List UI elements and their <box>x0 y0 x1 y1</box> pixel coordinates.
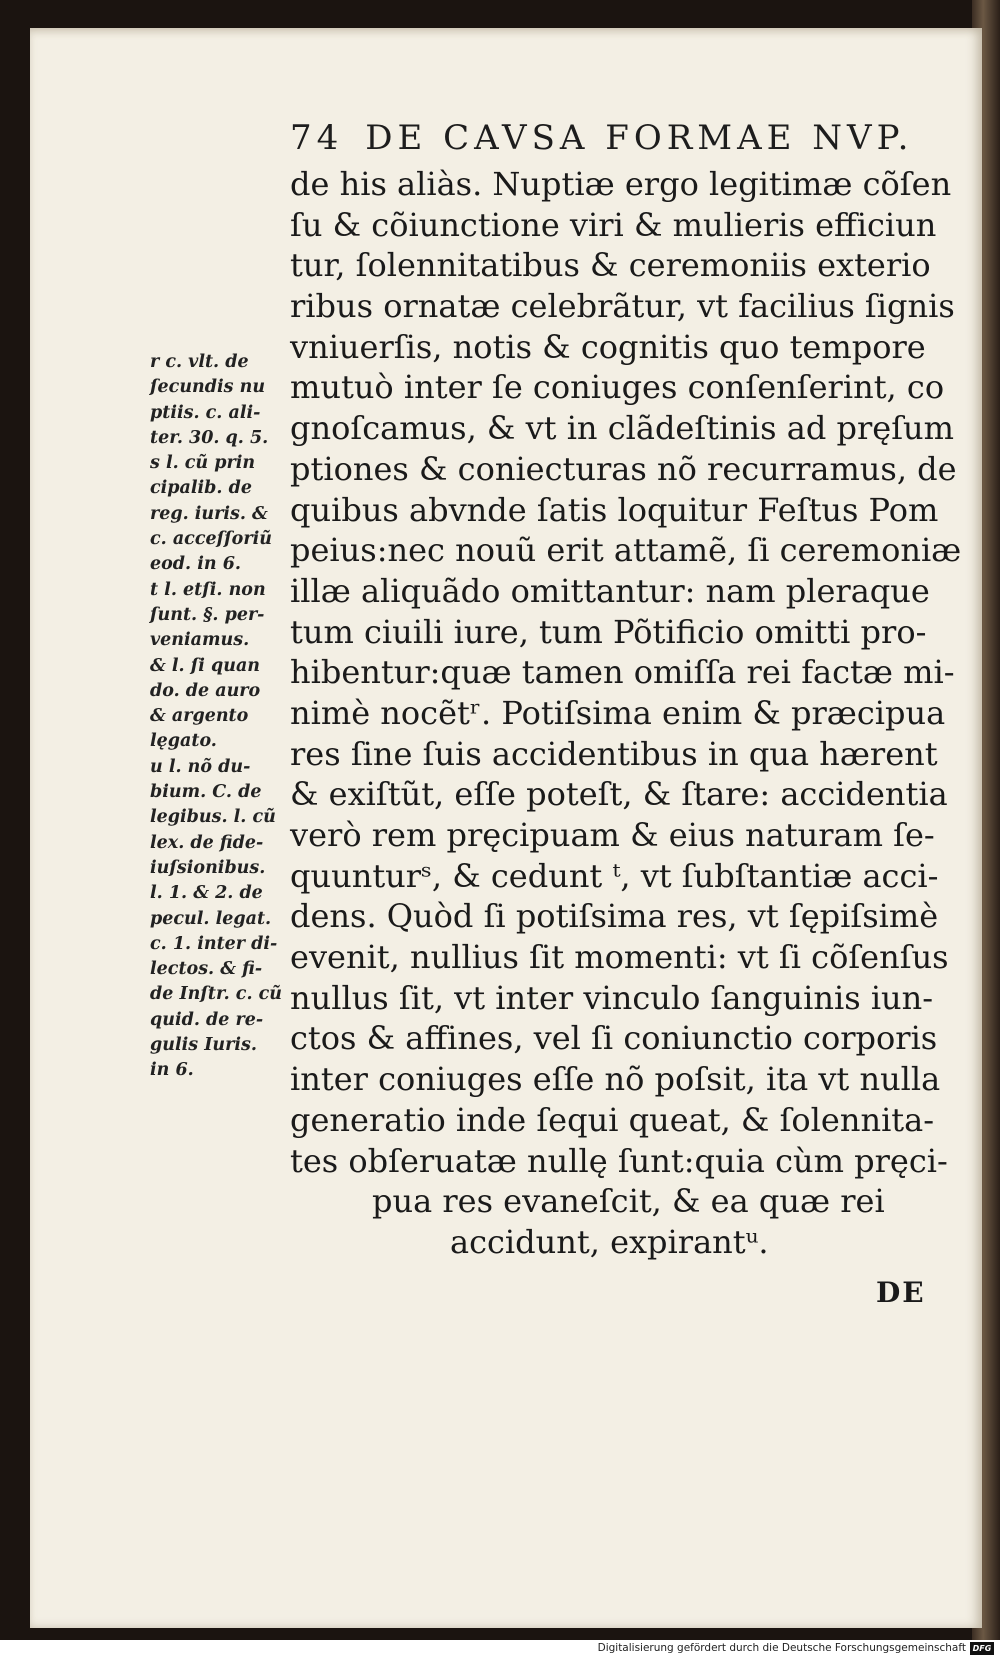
running-head <box>290 118 913 158</box>
text-line: nullus ſit, vt inter vinculo ſanguinis iun- <box>290 978 934 1017</box>
main-text-block <box>290 164 962 1263</box>
margin-note-line: cipalib. de <box>150 478 252 499</box>
margin-note-line: ter. 30. q. 5. <box>150 427 269 448</box>
margin-note-line: lex. de fide- <box>150 832 264 853</box>
margin-note-line: gulis Iuris. <box>150 1035 257 1056</box>
margin-note-line: r c. vlt. de <box>150 352 249 372</box>
text-line: dens. Quòd ſi potiſsima res, vt ſępiſsimè <box>290 897 939 936</box>
text-line: tes obſeruatæ nullę ſunt:quia cùm pręci- <box>290 1141 948 1180</box>
text-line: tum ciuili iure, tum Põtificio omitti pro- <box>290 612 927 651</box>
margin-note-line: ptiis. c. ali- <box>150 402 261 423</box>
text-line: de his aliàs. Nuptiæ ergo legitimæ cõſen <box>290 165 952 203</box>
text-line: vniuerſis, notis & cognitis quo tempore <box>290 327 926 366</box>
running-title: DE CAVSA FORMAE NVP. <box>365 118 914 158</box>
margin-note-line: reg. iuris. & <box>150 503 268 524</box>
margin-note-line: legibus. l. cũ <box>150 807 276 828</box>
text-line-centered: pua res evaneſcit, & ea quæ rei <box>372 1182 885 1221</box>
margin-note-line: eod. in 6. <box>150 554 241 575</box>
text-line: tur, ſolennitatibus & ceremoniis exterio <box>290 246 931 285</box>
text-line: & exiſtũt, eſſe poteſt, & ſtare: accidentia <box>290 775 948 814</box>
margin-note-line: pecul. legat. <box>150 908 272 929</box>
margin-note-line: ſecundis nu <box>150 377 266 398</box>
margin-note-line: bium. C. de <box>150 782 262 803</box>
text-line: quibus abvnde ſatis loquitur Feſtus Pom <box>290 490 939 529</box>
text-line: ptiones & coniecturas nõ recurramus, de <box>290 449 957 488</box>
margin-note-line: lectos. & fi- <box>150 959 263 980</box>
margin-note-line: de Inſtr. c. cũ <box>150 984 283 1005</box>
margin-note-line: t l. etſi. non <box>150 579 266 600</box>
text-line: ctos & affines, vel ſi coniunctio corporis <box>290 1019 938 1058</box>
page-number: 74 <box>290 118 344 158</box>
margin-note-line: quid. de re- <box>150 1009 264 1030</box>
text-line: res ſine ſuis accidentibus in qua hærent <box>290 734 938 773</box>
margin-note-line: s l. cũ prin <box>150 453 256 474</box>
dfg-logo: DFG <box>970 1642 994 1655</box>
margin-note-line: & argento <box>150 706 249 727</box>
catchword: DE <box>876 1276 926 1309</box>
margin-note-line: l. 1. & 2. de <box>150 883 263 904</box>
margin-note-line: lęgato. <box>150 731 217 752</box>
marginal-notes <box>150 350 282 1084</box>
margin-note-line: c. 1. inter di- <box>150 933 278 954</box>
text-line: quunturˢ, & cedunt ᵗ, vt ſubſtantiæ acci- <box>290 856 939 895</box>
text-line: mutuò inter ſe coniuges conſenſerint, co <box>290 368 945 407</box>
margin-note-line: do. de auro <box>150 680 261 701</box>
text-line: peius:nec nouũ erit attamẽ, ſi ceremoniæ <box>290 531 962 570</box>
text-line: evenit, nullius ſit momenti: vt ſi cõſenſus <box>290 938 949 977</box>
text-line: nimè nocẽtʳ. Potiſsima enim & præcipua <box>290 693 946 732</box>
text-line: gnoſcamus, & vt in clãdeſtinis ad pręſum <box>290 409 954 448</box>
text-line-centered: accidunt, expirantᵘ. <box>450 1222 769 1261</box>
text-line: hibentur:quæ tamen omiſſa rei factæ mi- <box>290 653 955 692</box>
text-line: generatio inde ſequi queat, & ſolennita- <box>290 1100 935 1139</box>
margin-note-line: c. acceſſoriũ <box>150 529 272 550</box>
margin-note-line: & l. ſi quan <box>150 655 261 676</box>
text-line: verò rem pręcipuam & eius naturam ſe- <box>290 816 935 854</box>
text-line: illæ aliquãdo omittantur: nam pleraque <box>290 571 930 610</box>
dfg-credit: Digitalisierung gefördert durch die Deutsche Forschungsgemeinschaft <box>597 1642 966 1654</box>
text-line: inter coniuges eſſe nõ poſsit, ita vt nulla <box>290 1060 941 1099</box>
margin-note-line: ſunt. §. per- <box>150 604 265 625</box>
margin-note-line: veniamus. <box>150 630 250 651</box>
text-line: ribus ornatæ celebrãtur, vt facilius ſignis <box>290 287 955 326</box>
margin-note-line: in 6. <box>150 1060 194 1081</box>
text-line: ſu & cõiunctione viri & mulieris efficiun <box>290 205 937 244</box>
margin-note-line: u l. nõ du- <box>150 756 251 777</box>
margin-note-line: iuſsionibus. <box>150 857 266 878</box>
